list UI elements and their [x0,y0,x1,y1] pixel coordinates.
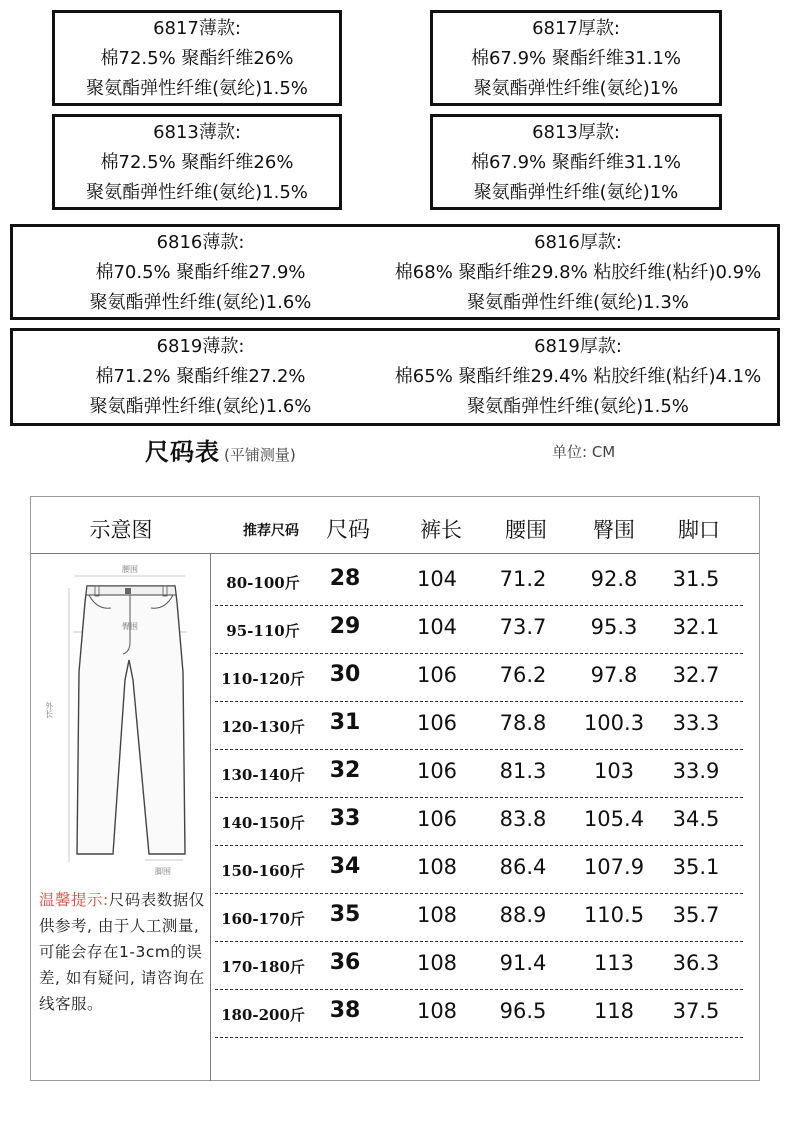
fabric-col-6816-thick [368,228,788,318]
cell-hem: 31.5 [672,567,720,591]
fabric-title: 6813薄款: [153,122,241,143]
cell-hem: 34.5 [672,807,720,831]
fabric-box-6816 [10,224,780,320]
fabric-title: 6817薄款: [153,18,241,39]
size-chart-title [145,432,296,467]
pants-diagram [35,562,205,882]
cell-weight: 140-150斤 [221,814,305,832]
cell-hip: 105.4 [583,807,645,831]
cell-waist: 71.2 [499,567,547,591]
cell-length: 108 [416,999,458,1023]
cell-weight: 80-100斤 [226,574,300,592]
cell-hem: 32.1 [672,615,720,639]
cell-size: 35 [329,902,361,927]
cell-hem: 33.9 [672,759,720,783]
fabric-title: 6813厚款: [532,122,620,143]
cell-waist: 76.2 [499,663,547,687]
cell-size: 32 [329,758,361,783]
cell-weight: 130-140斤 [221,766,305,784]
cell-weight: 120-130斤 [221,718,305,736]
fabric-line: 聚氨酯弹性纤维(氨纶)1.6% [89,292,312,313]
cell-hip: 100.3 [583,711,645,735]
fabric-line: 棉72.5% 聚酯纤维26% [100,48,294,69]
cell-size: 34 [329,854,361,879]
cell-hip: 110.5 [583,903,645,927]
unit-label: 单位: CM [552,443,616,461]
fabric-title: 6817厚款: [532,18,620,39]
fabric-line: 棉67.9% 聚酯纤维31.1% [470,48,682,69]
fabric-col-6819-thick [368,332,788,422]
cell-hip: 118 [593,999,635,1023]
table-row [215,606,743,654]
fabric-box-6817-thick [430,10,722,106]
fabric-box-6813-thick [430,114,722,210]
note-text: 尺码表数据仅供参考, 由于人工测量, 可能会存在1-3cm的误差, 如有疑问, 请咨询在线客服。 [39,891,205,1013]
fabric-title: 6816厚款: [534,232,622,253]
cell-hem: 35.7 [672,903,720,927]
fabric-line: 棉67.9% 聚酯纤维31.1% [470,152,682,173]
fabric-line: 聚氨酯弹性纤维(氨纶)1% [473,78,679,99]
fabric-line: 棉68% 聚酯纤维29.8% 粘胶纤维(粘纤)0.9% [394,262,762,283]
fabric-line: 聚氨酯弹性纤维(氨纶)1.5% [467,396,689,417]
cell-waist: 96.5 [499,999,547,1023]
cell-hip: 107.9 [583,855,645,879]
cell-hip: 92.8 [590,567,638,591]
cell-size: 33 [329,806,361,831]
table-row [215,894,743,942]
cell-length: 104 [416,615,458,639]
waist-label: 腰围 [122,565,138,574]
fabric-box-6817-thin [52,10,342,106]
fabric-line: 聚氨酯弹性纤维(氨纶)1% [473,182,679,203]
cell-weight: 170-180斤 [221,958,305,976]
cell-hem: 35.1 [672,855,720,879]
size-note [39,887,207,1017]
header-weight: 推荐尺码 [243,523,299,539]
fabric-line: 聚氨酯弹性纤维(氨纶)1.5% [86,182,308,203]
table-row [215,654,743,702]
cell-weight: 95-110斤 [226,622,300,640]
table-row [215,990,743,1038]
cell-hip: 95.3 [590,615,638,639]
table-header [31,497,759,554]
cell-size: 29 [329,614,361,639]
fabric-col-6819-thin [13,332,388,422]
cell-hip: 103 [593,759,635,783]
size-chart-title-text: 尺码表 [145,438,220,466]
cell-length: 106 [416,807,458,831]
cell-hip: 113 [593,951,635,975]
header-size: 尺码 [325,518,370,543]
hip-label: 臀围 [122,622,138,631]
cell-length: 108 [416,855,458,879]
cell-weight: 110-120斤 [221,670,305,688]
outer-length-label: 外长 [44,702,54,718]
table-row [215,846,743,894]
cell-waist: 86.4 [499,855,547,879]
cell-size: 28 [329,566,361,591]
fabric-title: 6819薄款: [156,336,245,357]
table-row [215,558,743,606]
header-diagram: 示意图 [89,518,153,542]
cell-length: 104 [416,567,458,591]
cell-waist: 83.8 [499,807,547,831]
fabric-line: 聚氨酯弹性纤维(氨纶)1.5% [86,78,308,99]
cell-length: 106 [416,663,458,687]
fabric-box-6813-thin [52,114,342,210]
cell-waist: 91.4 [499,951,547,975]
fabric-line: 棉70.5% 聚酯纤维27.9% [95,262,306,283]
fabric-col-6816-thin [13,228,388,318]
cell-hem: 32.7 [672,663,720,687]
fabric-title: 6819厚款: [534,336,622,357]
header-hem: 脚口 [678,518,720,542]
fabric-title: 6816薄款: [156,232,245,253]
fabric-line: 棉71.2% 聚酯纤维27.2% [95,366,306,387]
cell-waist: 81.3 [499,759,547,783]
cell-size: 31 [329,710,361,735]
cell-size: 30 [329,662,361,687]
size-table [30,496,760,1081]
cell-weight: 160-170斤 [221,910,305,928]
cell-length: 108 [416,951,458,975]
size-chart-subtitle: (平铺测量) [224,446,296,464]
fabric-line: 棉72.5% 聚酯纤维26% [100,152,294,173]
cell-hip: 97.8 [590,663,638,687]
fabric-box-6819 [10,328,780,426]
cell-waist: 78.8 [499,711,547,735]
fabric-line: 棉65% 聚酯纤维29.4% 粘胶纤维(粘纤)4.1% [394,366,762,387]
cell-hem: 37.5 [672,999,720,1023]
table-row [215,750,743,798]
button-icon [125,588,131,594]
note-highlight: 温馨提示: [39,891,109,909]
cell-waist: 73.7 [499,615,547,639]
fabric-line: 聚氨酯弹性纤维(氨纶)1.3% [467,292,689,313]
header-length: 裤长 [420,518,462,542]
cell-hem: 36.3 [672,951,720,975]
cell-hem: 33.3 [672,711,720,735]
table-row [215,702,743,750]
header-hip: 臀围 [593,518,635,542]
table-row [215,942,743,990]
hem-label: 脚围 [155,867,171,876]
cell-waist: 88.9 [499,903,547,927]
fabric-line: 聚氨酯弹性纤维(氨纶)1.6% [89,396,312,417]
cell-length: 108 [416,903,458,927]
cell-size: 38 [329,998,361,1023]
diagram-column [31,554,211,1081]
cell-size: 36 [329,950,361,975]
cell-weight: 180-200斤 [221,1006,305,1024]
table-row [215,798,743,846]
cell-weight: 150-160斤 [221,862,305,880]
header-waist: 腰围 [505,518,547,542]
cell-length: 106 [416,759,458,783]
cell-length: 106 [416,711,458,735]
